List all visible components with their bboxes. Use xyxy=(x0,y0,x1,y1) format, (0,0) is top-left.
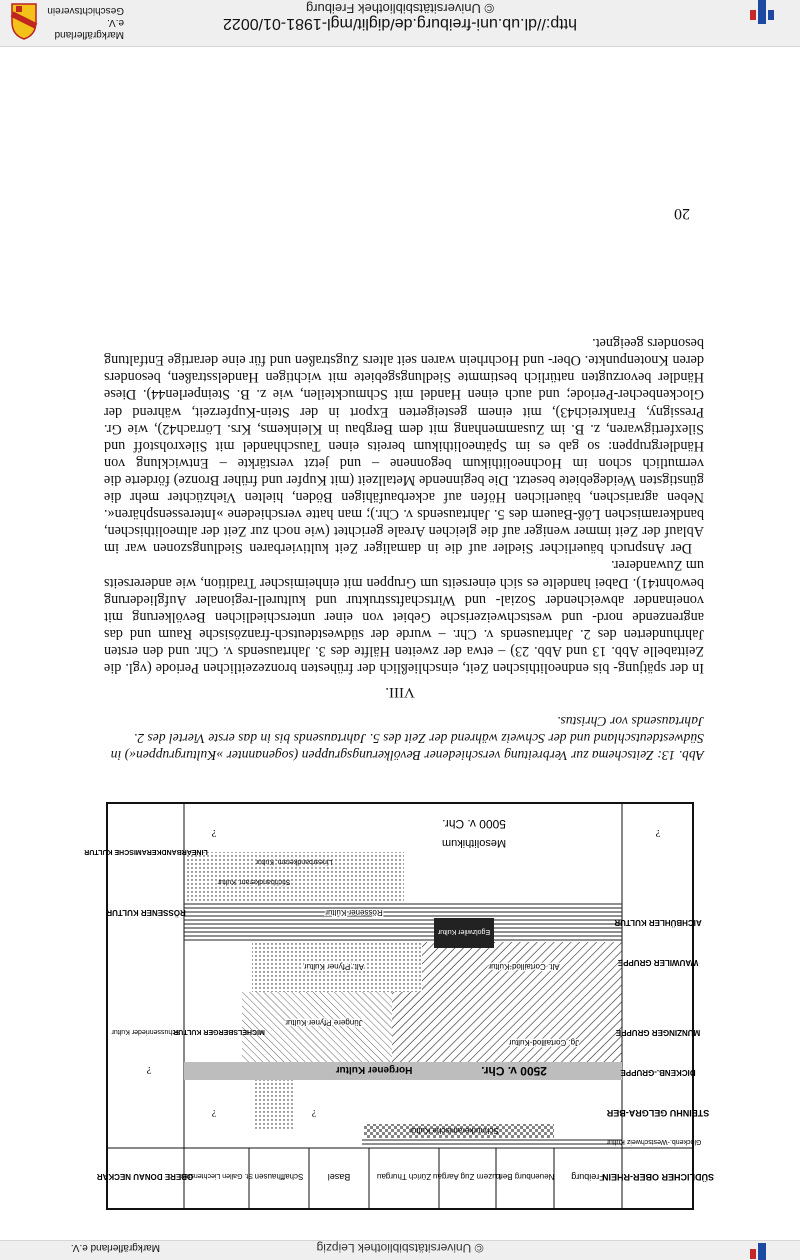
col-header-6: Schaffhausen xyxy=(254,1172,304,1181)
col-header-7: St. Gallen Liechtenstein xyxy=(179,1172,253,1179)
section-heading: VIII. xyxy=(385,684,415,700)
label-dickenb: DICKENB.-GRUPPE xyxy=(620,1068,696,1077)
q-5: ? xyxy=(211,827,217,839)
col-header-1: Freiburg xyxy=(571,1172,605,1182)
label-roessen-main: RÖSSENER KULTUR xyxy=(106,908,186,917)
label-schnurkeramik: Schnurkeramische Kultur xyxy=(409,1126,499,1135)
label-cortaillod-alt: Alt. Cortaillod-Kultur xyxy=(488,962,560,971)
label-gelgra: STEINHU GELGRA-BER xyxy=(606,1108,710,1118)
scanned-page xyxy=(0,46,800,1240)
label-linearband: Linearbandkeram. Kultur xyxy=(255,858,333,865)
label-horgen: Horgener Kultur xyxy=(335,1064,413,1075)
q-1: ? xyxy=(211,1107,217,1118)
q-3: ? xyxy=(146,1064,152,1076)
label-pfyn-jung: Jüngere Pfyner Kultur xyxy=(285,1018,363,1027)
chronology-table-svg xyxy=(84,802,715,1210)
label-linearband-main: LINEARBANDKERAMISCHE KULTUR xyxy=(84,848,208,855)
viewer-footer xyxy=(0,1240,800,1260)
col-header-5: Basel xyxy=(327,1172,351,1182)
footer-society: Markgräflerland e.V. xyxy=(70,1242,160,1253)
q-4: ? xyxy=(655,827,661,839)
label-roessen: Rössener Kultur xyxy=(325,908,383,917)
label-aichbuehl: AICHBÜHLER KULTUR xyxy=(614,918,702,927)
document-url[interactable]: http://dl.ub.uni-freiburg.de/diglit/mgl-1981-01/0022 xyxy=(223,15,577,32)
copyright-notice: © Universitätsbibliothek Freiburg xyxy=(305,1,495,16)
footer-brand-icon xyxy=(742,1241,782,1260)
col-header-4: Zürich Thurgau xyxy=(376,1172,432,1181)
viewer-header xyxy=(0,0,800,47)
chronology-table xyxy=(84,802,715,1210)
paragraph-2: Der Anspruch bäuerlicher Siedler auf die in damaliger Zeit kultivierbaren Siedlungszonen war im Ablauf der Zeit immer weniger auf die gleichen Areale gerichtet (wie noch zur Zeit der altneolithischen, bandkeramischen Löß-Bauern des 5. Jahrtausends v. Chr.); man hatte verschiedene »Interessensphären«. Neben agrarischen, bäuerlichen Höfen auf ackerbaufähigen Böden, hielten Viehzüchter mehr die günstigsten Weidegebiete besetzt. Die beginnende Metallzeit (mit Kupfer und früher Bronze) förderte die vermutlich schon im Hochneolithikum begonnene – und jetzt verstärkte – Entwicklung von Händlergruppen: so gab es im Spätneolithikum bereits einen Tauschhandel mit Silexrohstoff und Silexfertigwaren, z. B. im Zusammenhang mit dem Bergbau in Kleinkems, Krs. Lörrach42), wie Gr. Pressigny, Frankreich43), mit einem gesteigerten Export in der Stein-Kupferzeit, während der Glockenbecher-Periode; und auch einen Handel mit Schmuckteilen, wie z. B. Steinperlen44). Diese Händler bevorzugten natürlich bestimmte Siedlungsgebiete mit wichtigen Handelsstraßen, besonders deren Knotenpunkte. Ober- und Hochrhein waren seit alters Zugstraßen und für eine derartige Entfaltung besonders geeignet. xyxy=(104,335,704,557)
footer-copyright: © Universitätsbibliothek Leipzig xyxy=(316,1241,484,1255)
label-pfyn-alt: Alt. Pfyner Kultur xyxy=(303,962,365,971)
figure-caption: Abb. 13: Zeitschema zur Verbreitung verschiedener Bevölkerungsgruppen (sogenannter »Kulturgruppen«) in Südwestdeutschland und der Schweiz während der Zeit des 5. Jahrtausends bis in das erste Viertel des 2. Jahrtausends vor Christus. xyxy=(110,714,704,763)
label-meso-date: 5000 v. Chr. xyxy=(442,817,506,831)
label-cortaillod-jung: Jg. Cortaillod-Kultur xyxy=(508,1038,580,1047)
label-schussenried: Schussenrieder Kultur xyxy=(111,1028,181,1035)
col-header-3: Luzern Zug Aargau xyxy=(432,1172,502,1181)
col-header-2: Neuenburg Bern xyxy=(495,1172,555,1181)
body-text xyxy=(104,334,704,676)
label-egolzwiler: Egolzwiler Kultur xyxy=(437,928,491,935)
col-header-0: SÜDLICHER OBER-RHEIN xyxy=(601,1172,715,1182)
label-munzingen: MUNZINGER GRUPPE xyxy=(615,1028,701,1037)
q-2: ? xyxy=(311,1107,317,1118)
label-mesolithikum: Mesolithikum xyxy=(441,837,507,849)
label-horgen-date: 2500 v. Chr. xyxy=(481,1064,547,1078)
library-brand-icon xyxy=(742,0,782,46)
society-name: Markgräflerland e.V. Geschichtsverein xyxy=(47,5,124,40)
col-header-8: OBERE DONAU NECKAR xyxy=(96,1172,194,1181)
label-glockenbecher: Glockenb.-Westschweiz Kultur xyxy=(606,1138,702,1145)
label-wauwiler: WAUWILER GRUPPE xyxy=(617,958,699,967)
society-logo-icon xyxy=(10,2,38,40)
page-number: 20 xyxy=(674,205,690,222)
label-michelsberg: MICHELSBERGER KULTUR xyxy=(173,1028,265,1035)
label-stichband: Stichbandkeram. Kultur xyxy=(217,878,291,885)
paragraph-1: In der spätjung- bis endneolithischen Zeit, einschließlich der frühesten bronzezeitlichen Periode (vgl. die Zeittabelle Abb. 13 und Abb. 23) – etwa der zweiten Hälfte des 3. Jahrtausends v. Chr. und den ersten Jahrhunderten des 2. Jahrtausends v. Chr. – wurde der südwestdeutsch-französische Raum und das angrenzende nord- und westschweizerische Gebiet von einer unterschiedlichen Bevölkerung mit voneinander abweichender Sozial- und Wirtschaftsstruktur und kulturell-regionaler Aufgliederung bewohnt41). Dabei handelte es sich einerseits um Gruppen mit einheimischer Tradition, wie andererseits um Zuwanderer. xyxy=(104,557,704,676)
